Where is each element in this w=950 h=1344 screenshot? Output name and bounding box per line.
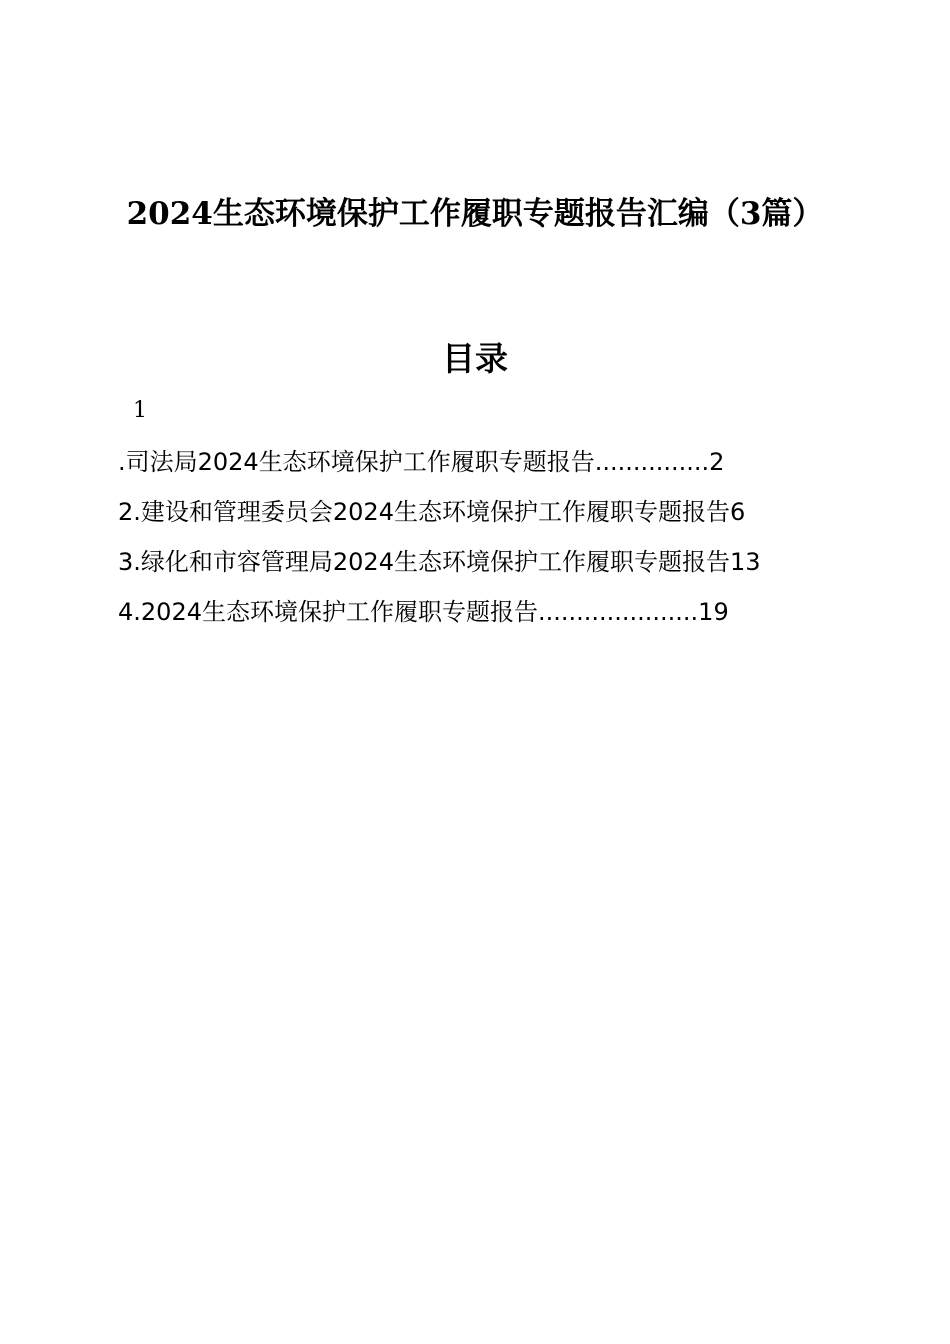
table-of-contents bbox=[118, 440, 838, 640]
toc-entry-1[interactable]: .司法局2024生态环境保护工作履职专题报告...............2 bbox=[118, 448, 725, 476]
toc-entry-2[interactable]: 2.建设和管理委员会2024生态环境保护工作履职专题报告6 bbox=[118, 498, 746, 526]
document-title: 2024生态环境保护工作履职专题报告汇编（3篇） bbox=[126, 196, 824, 232]
toc-entry-4[interactable]: 4.2024生态环境保护工作履职专题报告.....................19 bbox=[118, 598, 729, 626]
toc-heading: 目录 bbox=[442, 339, 508, 378]
toc-entry-3[interactable]: 3.绿化和市容管理局2024生态环境保护工作履职专题报告13 bbox=[118, 548, 761, 576]
toc-stray-number: 1 bbox=[133, 398, 147, 423]
